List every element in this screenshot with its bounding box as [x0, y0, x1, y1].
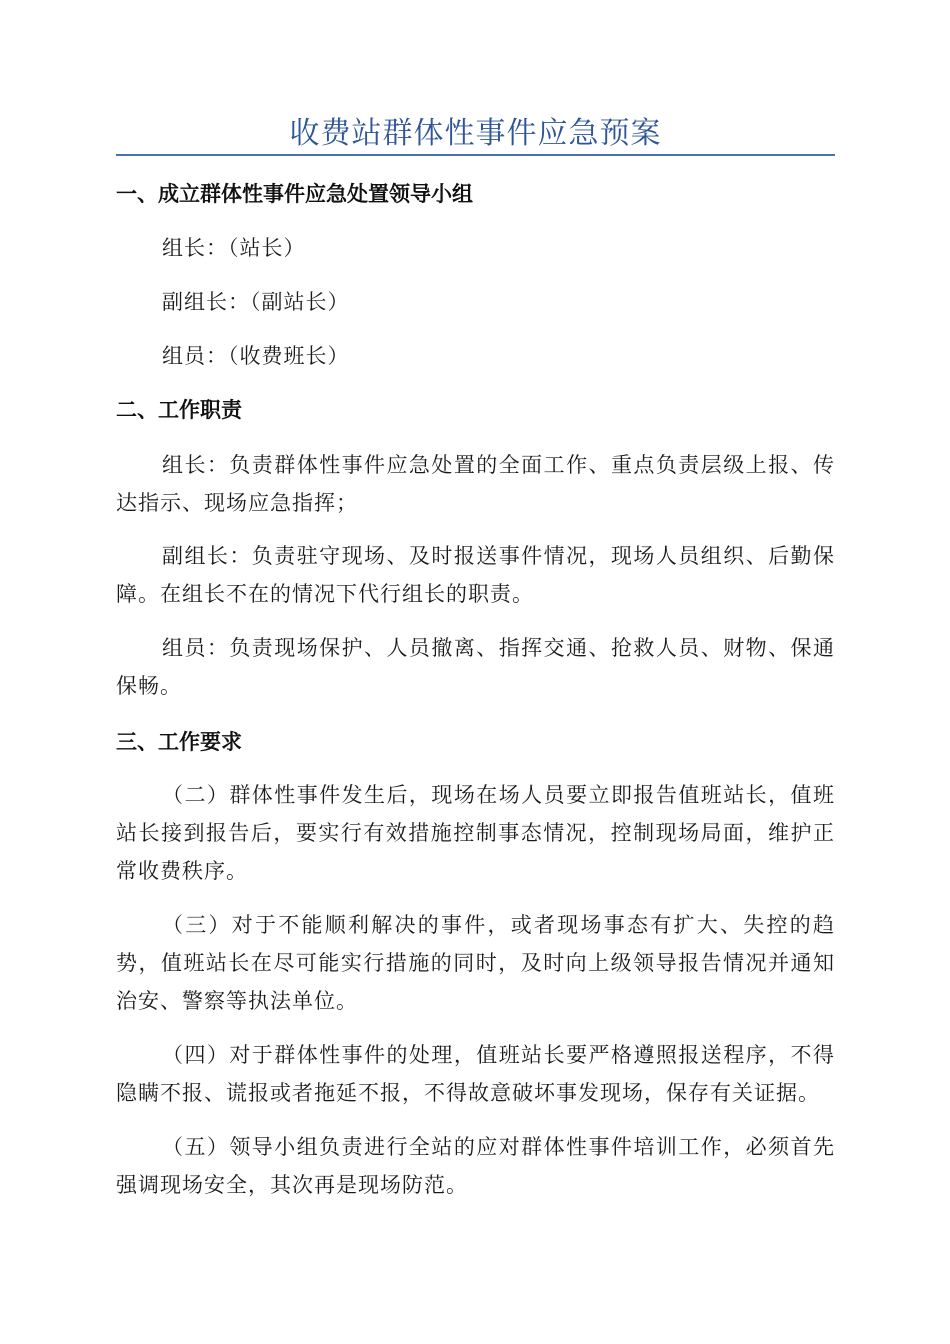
requirement-paragraph-4: （四）对于群体性事件的处理，值班站长要严格遵照报送程序，不得隐瞒不报、谎报或者拖延不报，不得故意破坏事发现场，保存有关证据。	[116, 1043, 835, 1105]
deputy-leader-line: 副组长：（副站长）	[162, 290, 350, 314]
requirement-paragraph-3: （三）对于不能顺利解决的事件，或者现场事态有扩大、失控的趋势，值班站长在尽可能实行措施的同时，及时向上级领导报告情况并通知治安、警察等执法单位。	[116, 913, 835, 1013]
section-heading-1: 一、成立群体性事件应急处置领导小组	[116, 182, 473, 206]
leader-line: 组长：（站长）	[162, 236, 306, 260]
section-heading-3: 三、工作要求	[116, 730, 242, 754]
document-title: 收费站群体性事件应急预案	[289, 116, 662, 151]
section-heading-2: 二、工作职责	[116, 398, 242, 422]
duty-paragraph-deputy: 副组长：负责驻守现场、及时报送事件情况，现场人员组织、后勤保障。在组长不在的情况下代行组长的职责。	[116, 544, 835, 606]
member-line: 组员：（收费班长）	[162, 344, 350, 368]
duty-paragraph-member: 组员：负责现场保护、人员撤离、指挥交通、抢救人员、财物、保通保畅。	[116, 636, 835, 698]
title-underline	[116, 154, 835, 156]
duty-paragraph-leader: 组长：负责群体性事件应急处置的全面工作、重点负责层级上报、传达指示、现场应急指挥；	[116, 453, 835, 515]
requirement-paragraph-2: （二）群体性事件发生后，现场在场人员要立即报告值班站长，值班站长接到报告后，要实行有效措施控制事态情况，控制现场局面，维护正常收费秩序。	[116, 783, 835, 883]
requirement-paragraph-5: （五）领导小组负责进行全站的应对群体性事件培训工作，必须首先强调现场安全，其次再是现场防范。	[116, 1135, 835, 1197]
